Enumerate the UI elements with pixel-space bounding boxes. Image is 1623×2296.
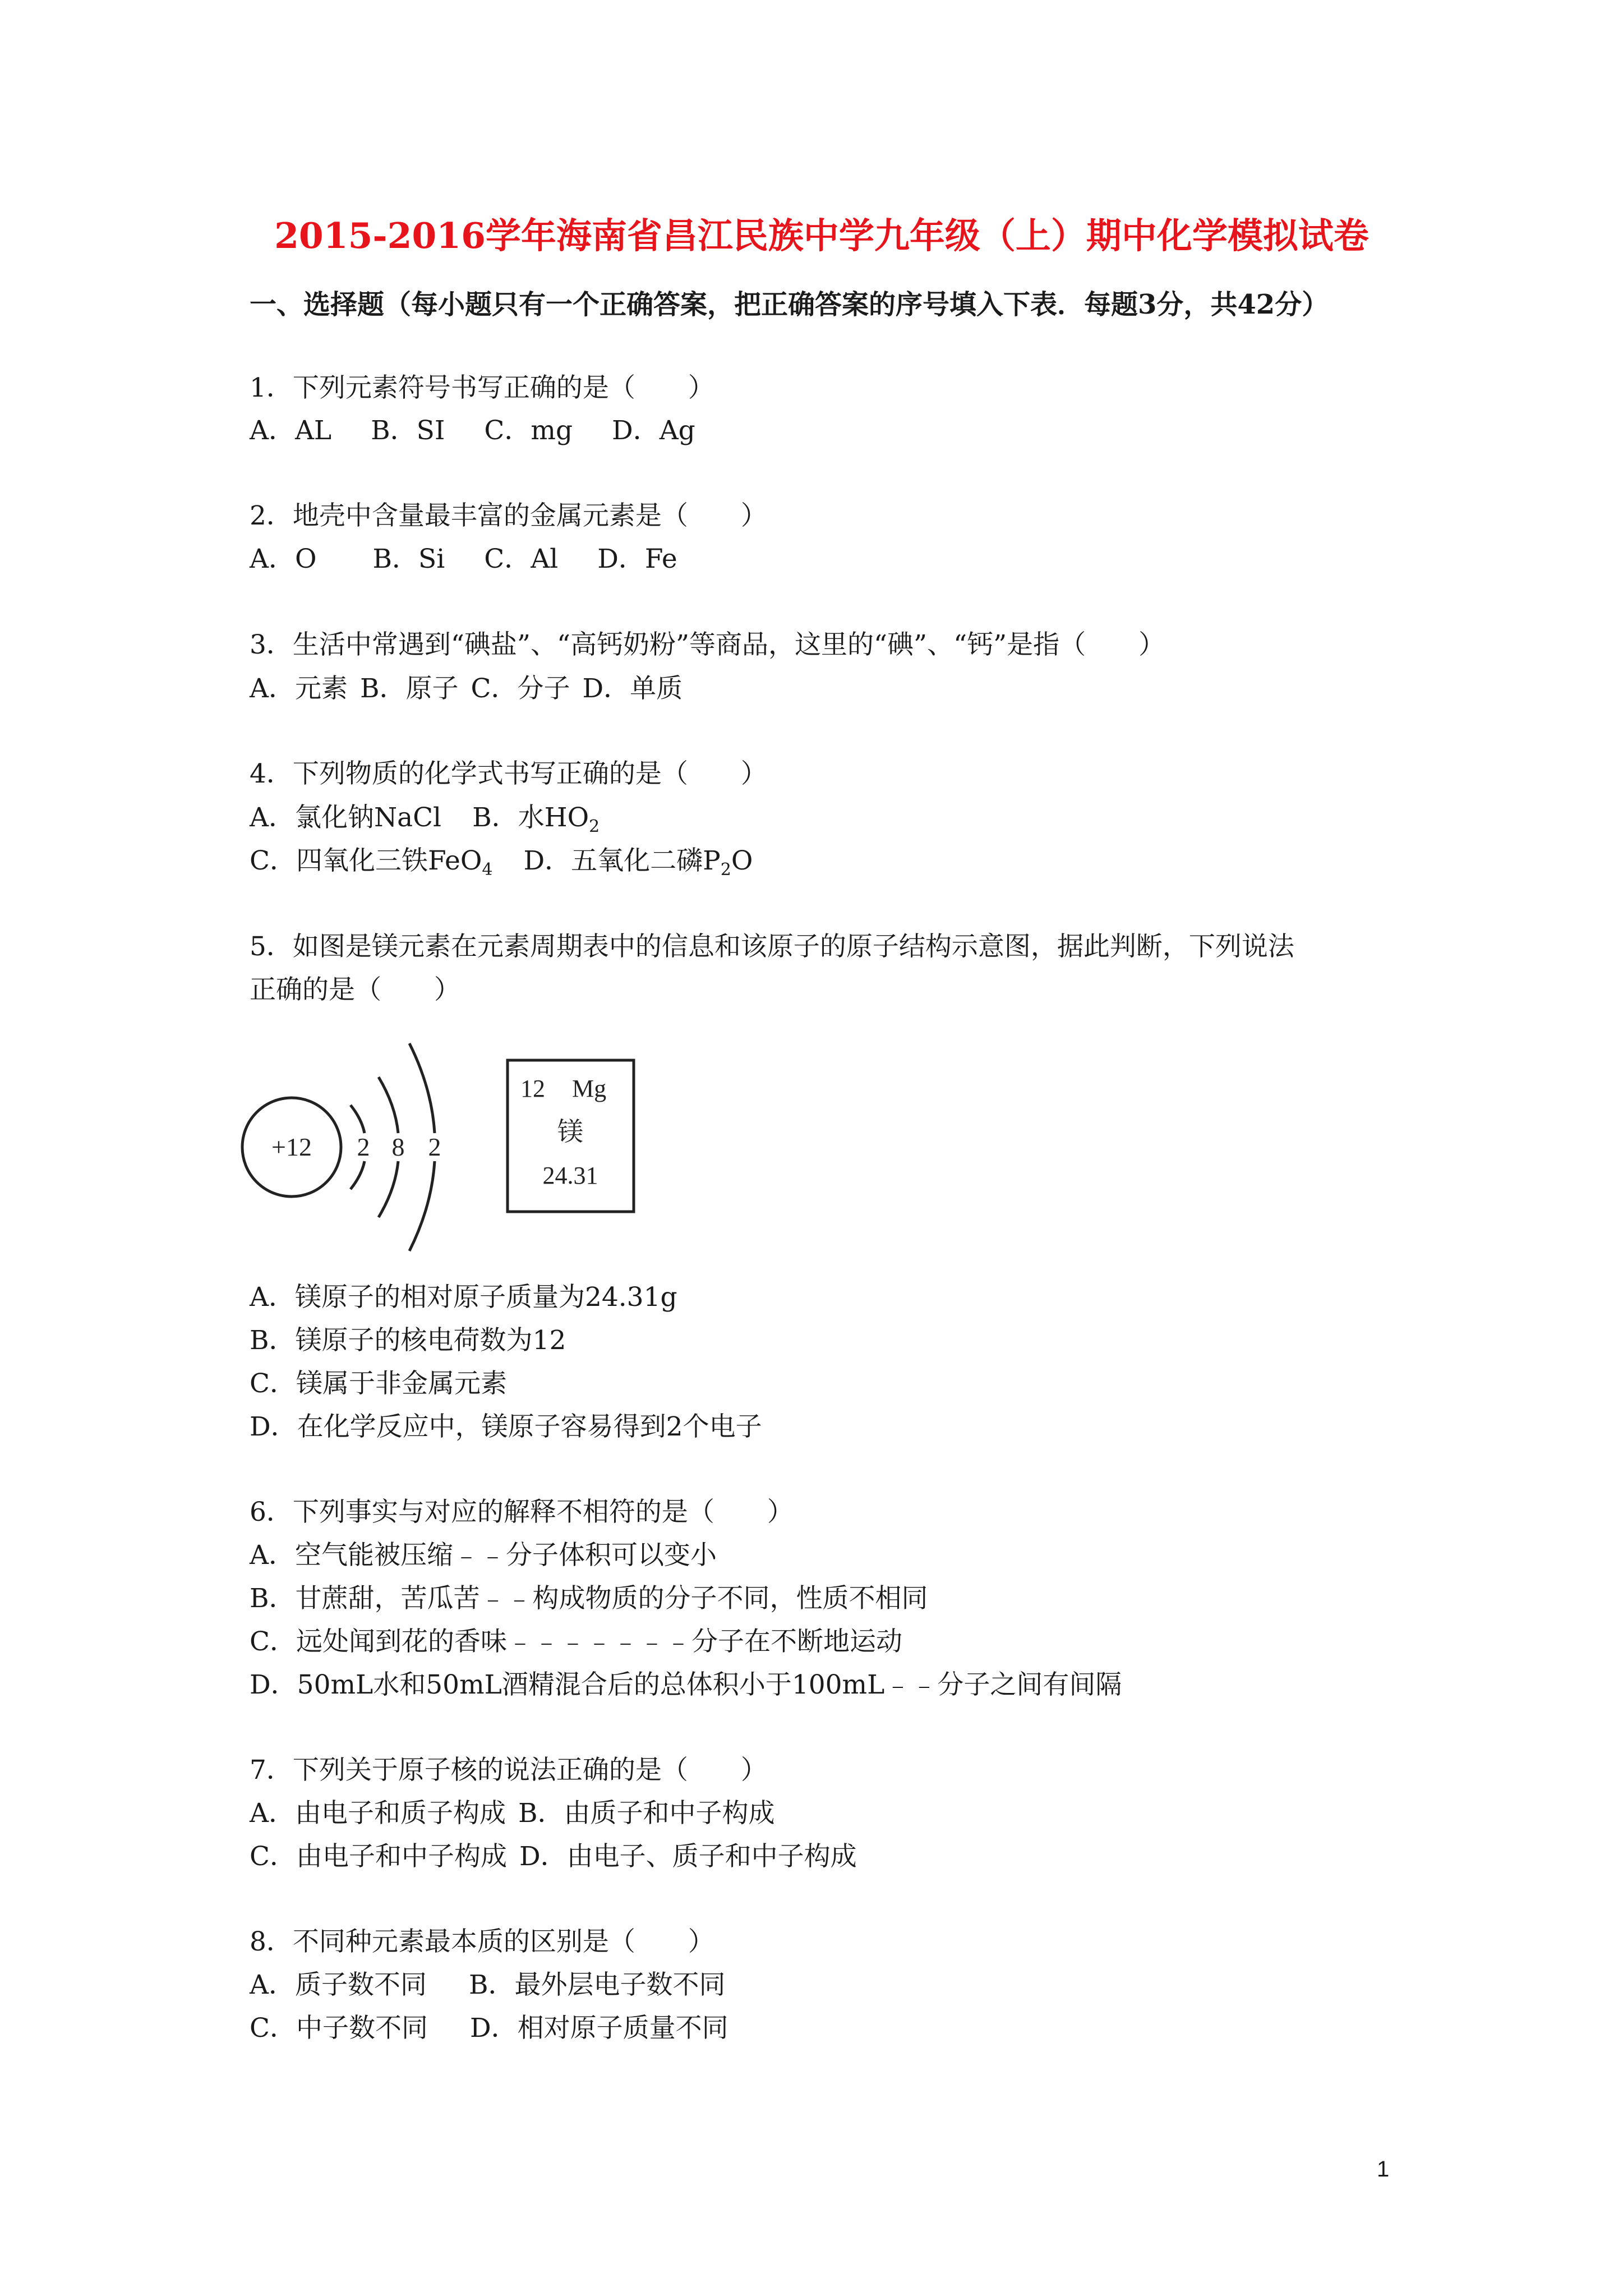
question-1-options bbox=[250, 414, 695, 448]
question-5-stem-line-1: 5．如图是镁元素在元素周期表中的信息和该原子的原子结构示意图，据此判断，下列说法 bbox=[250, 931, 1294, 962]
option-a: A．元素 bbox=[250, 673, 348, 704]
shell-arc-3-bottom bbox=[409, 1161, 435, 1251]
option-b: B．原子 bbox=[359, 673, 459, 704]
shell-arc-3-top bbox=[409, 1043, 435, 1133]
shell-arc-1-top bbox=[351, 1105, 365, 1133]
question-5-option-c: C．镁属于非金属元素 bbox=[250, 1368, 507, 1399]
page-number: 1 bbox=[1377, 2157, 1390, 2182]
option-d: D．五氧化二磷$P_2O$ bbox=[523, 845, 753, 880]
question-4-options-line-2 bbox=[250, 844, 753, 878]
atomic-number: 12 bbox=[520, 1075, 545, 1102]
question-4-stem: 4．下列物质的化学式书写正确的是（ ） bbox=[250, 758, 767, 789]
question-5-option-a: A．镁原子的相对原子质量为24.31g bbox=[250, 1282, 677, 1313]
question-2-stem: 2．地壳中含量最丰富的金属元素是（ ） bbox=[250, 500, 767, 531]
shell-arc-1-bottom bbox=[351, 1161, 365, 1189]
nucleus-charge: +12 bbox=[271, 1133, 312, 1161]
question-5-option-b: B．镁原子的核电荷数为12 bbox=[250, 1325, 566, 1356]
exam-title: 2015-2016学年海南省昌江民族中学九年级（上）期中化学模拟试卷 bbox=[274, 215, 1369, 256]
question-8-options-line-2 bbox=[250, 2012, 728, 2045]
option-a: A．由电子和质子构成 bbox=[250, 1798, 506, 1829]
option-a: A．AL bbox=[250, 415, 332, 446]
option-b: B．水$HO_2$ bbox=[472, 802, 600, 836]
question-6-stem: 6．下列事实与对应的解释不相符的是（ ） bbox=[250, 1497, 794, 1527]
question-4-options-line-1 bbox=[250, 801, 600, 835]
option-c: C．四氧化三铁FeO$_4$ bbox=[250, 845, 493, 880]
question-5-option-d: D．在化学反应中，镁原子容易得到2个电子 bbox=[250, 1411, 762, 1442]
question-7-options-line-1 bbox=[250, 1797, 775, 1830]
question-3-options bbox=[250, 672, 683, 706]
element-name: 镁 bbox=[557, 1117, 583, 1146]
shell-arc-2-top bbox=[379, 1077, 398, 1133]
shell-electrons-1: 2 bbox=[357, 1133, 370, 1161]
question-6-option-c: C．远处闻到花的香味﹣﹣﹣﹣﹣﹣﹣分子在不断地运动 bbox=[250, 1626, 902, 1657]
question-5-stem-line-2: 正确的是（ ） bbox=[250, 974, 460, 1005]
option-d: D．由电子、质子和中子构成 bbox=[519, 1841, 857, 1872]
option-c: C．中子数不同 bbox=[250, 2013, 428, 2044]
option-d: D．单质 bbox=[582, 673, 683, 704]
question-8-options-line-1 bbox=[250, 1968, 726, 2002]
option-b: B．最外层电子数不同 bbox=[468, 1970, 726, 2000]
question-2-options bbox=[250, 542, 677, 576]
question-7-options-line-2 bbox=[250, 1840, 857, 1874]
shell-arc-2-bottom bbox=[379, 1161, 398, 1217]
option-b: B．Si bbox=[372, 544, 445, 574]
shell-electrons-3: 2 bbox=[428, 1133, 441, 1161]
option-c: C．mg bbox=[484, 415, 573, 446]
question-8-stem: 8．不同种元素最本质的区别是（ ） bbox=[250, 1926, 714, 1957]
option-a: A．氯化钠NaCl bbox=[250, 802, 442, 833]
question-3-stem: 3．生活中常遇到“碘盐”、“高钙奶粉”等商品，这里的“碘”、“钙”是指（ ） bbox=[250, 629, 1165, 660]
question-6-option-d: D．50mL水和50mL酒精混合后的总体积小于100mL﹣﹣分子之间有间隔 bbox=[250, 1669, 1122, 1700]
option-d: D．相对原子质量不同 bbox=[469, 2013, 728, 2044]
magnesium-figure bbox=[236, 1021, 662, 1257]
option-c: C．分子 bbox=[471, 673, 570, 704]
question-6-option-b: B．甘蔗甜，苦瓜苦﹣﹣构成物质的分子不同，性质不相同 bbox=[250, 1583, 928, 1614]
question-6-option-a: A．空气能被压缩﹣﹣分子体积可以变小 bbox=[250, 1540, 717, 1571]
option-d: D．Fe bbox=[597, 544, 677, 574]
option-c: C．Al bbox=[484, 544, 559, 574]
option-a: A．O bbox=[250, 544, 317, 574]
option-b: B．由质子和中子构成 bbox=[518, 1798, 775, 1829]
option-d: D．Ag bbox=[612, 415, 695, 446]
question-7-stem: 7．下列关于原子核的说法正确的是（ ） bbox=[250, 1755, 767, 1786]
atomic-mass: 24.31 bbox=[542, 1162, 598, 1189]
option-a: A．质子数不同 bbox=[250, 1970, 427, 2000]
question-1-stem: 1．下列元素符号书写正确的是（ ） bbox=[250, 372, 714, 403]
shell-electrons-2: 8 bbox=[391, 1133, 405, 1161]
element-symbol: Mg bbox=[572, 1075, 607, 1102]
option-c: C．由电子和中子构成 bbox=[250, 1841, 507, 1872]
section-heading: 一、选择题（每小题只有一个正确答案，把正确答案的序号填入下表．每题3分，共42分） bbox=[250, 289, 1329, 320]
option-b: B．SI bbox=[371, 415, 445, 446]
